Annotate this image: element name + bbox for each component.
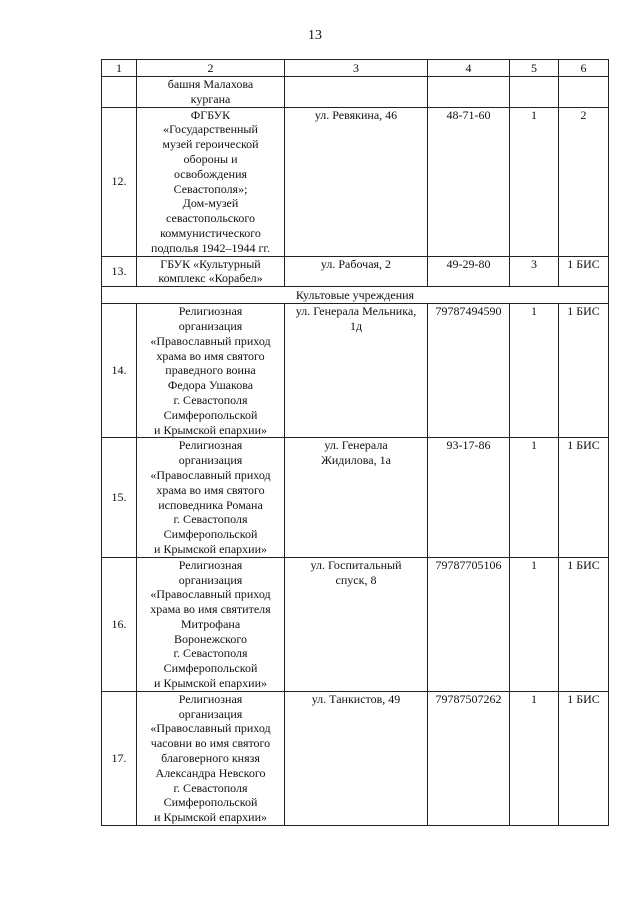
column-5-value: 3 xyxy=(510,256,559,287)
address: ул. Ревякина, 46 xyxy=(285,107,428,256)
address xyxy=(285,77,428,108)
address: ул. Госпитальный спуск, 8 xyxy=(285,557,428,691)
table-row xyxy=(102,557,609,691)
organization-name: Религиозная организация «Православный приход часовни во имя святого благоверного князя Александра Невского г. Севастополя Симферопольской и Крымской епархии» xyxy=(137,691,285,825)
table-row xyxy=(102,256,609,287)
organization-name: башня Малахова кургана xyxy=(137,77,285,108)
address: ул. Генерала Мельника, 1д xyxy=(285,304,428,438)
section-title: Культовые учреждения xyxy=(102,287,609,304)
column-5-value: 1 xyxy=(510,107,559,256)
column-6-value xyxy=(559,77,609,108)
address: ул. Танкистов, 49 xyxy=(285,691,428,825)
table-row xyxy=(102,77,609,108)
table-row xyxy=(102,304,609,438)
table-row xyxy=(102,691,609,825)
table-row xyxy=(102,107,609,256)
objects-table xyxy=(101,59,609,826)
phone: 48-71-60 xyxy=(428,107,510,256)
row-number: 13. xyxy=(102,256,137,287)
row-number xyxy=(102,77,137,108)
phone: 79787705106 xyxy=(428,557,510,691)
phone: 49-29-80 xyxy=(428,256,510,287)
row-number: 14. xyxy=(102,304,137,438)
phone: 79787507262 xyxy=(428,691,510,825)
column-5-value: 1 xyxy=(510,691,559,825)
phone: 79787494590 xyxy=(428,304,510,438)
organization-name: ФГБУК «Государственный музей героической обороны и освобождения Севастополя»; Дом-музей севастопольского коммунистического подполья 1942–1944 гг. xyxy=(137,107,285,256)
table-row xyxy=(102,438,609,557)
column-6-value: 2 xyxy=(559,107,609,256)
address: ул. Генерала Жидилова, 1а xyxy=(285,438,428,557)
header-cell-6: 6 xyxy=(559,60,609,77)
table-header-row xyxy=(102,60,609,77)
header-cell-3: 3 xyxy=(285,60,428,77)
organization-name: ГБУК «Культурный комплекс «Корабел» xyxy=(137,256,285,287)
section-row xyxy=(102,287,609,304)
organization-name: Религиозная организация «Православный приход храма во имя святителя Митрофана Воронежского г. Севастополя Симферопольской и Крымской епархии» xyxy=(137,557,285,691)
column-6-value: 1 БИС xyxy=(559,557,609,691)
column-6-value: 1 БИС xyxy=(559,304,609,438)
header-cell-2: 2 xyxy=(137,60,285,77)
row-number: 12. xyxy=(102,107,137,256)
column-5-value xyxy=(510,77,559,108)
column-6-value: 1 БИС xyxy=(559,256,609,287)
row-number: 17. xyxy=(102,691,137,825)
phone: 93-17-86 xyxy=(428,438,510,557)
table-body xyxy=(102,60,609,826)
header-cell-5: 5 xyxy=(510,60,559,77)
address: ул. Рабочая, 2 xyxy=(285,256,428,287)
column-5-value: 1 xyxy=(510,557,559,691)
row-number: 15. xyxy=(102,438,137,557)
column-6-value: 1 БИС xyxy=(559,438,609,557)
column-5-value: 1 xyxy=(510,304,559,438)
column-6-value: 1 БИС xyxy=(559,691,609,825)
organization-name: Религиозная организация «Православный приход храма во имя святого исповедника Романа г. Севастополя Симферопольской и Крымской епархии» xyxy=(137,438,285,557)
header-cell-4: 4 xyxy=(428,60,510,77)
column-5-value: 1 xyxy=(510,438,559,557)
page-number: 13 xyxy=(308,28,322,43)
row-number: 16. xyxy=(102,557,137,691)
header-cell-1: 1 xyxy=(102,60,137,77)
organization-name: Религиозная организация «Православный приход храма во имя святого праведного воина Федора Ушакова г. Севастополя Симферопольской и Крымской епархии» xyxy=(137,304,285,438)
phone xyxy=(428,77,510,108)
